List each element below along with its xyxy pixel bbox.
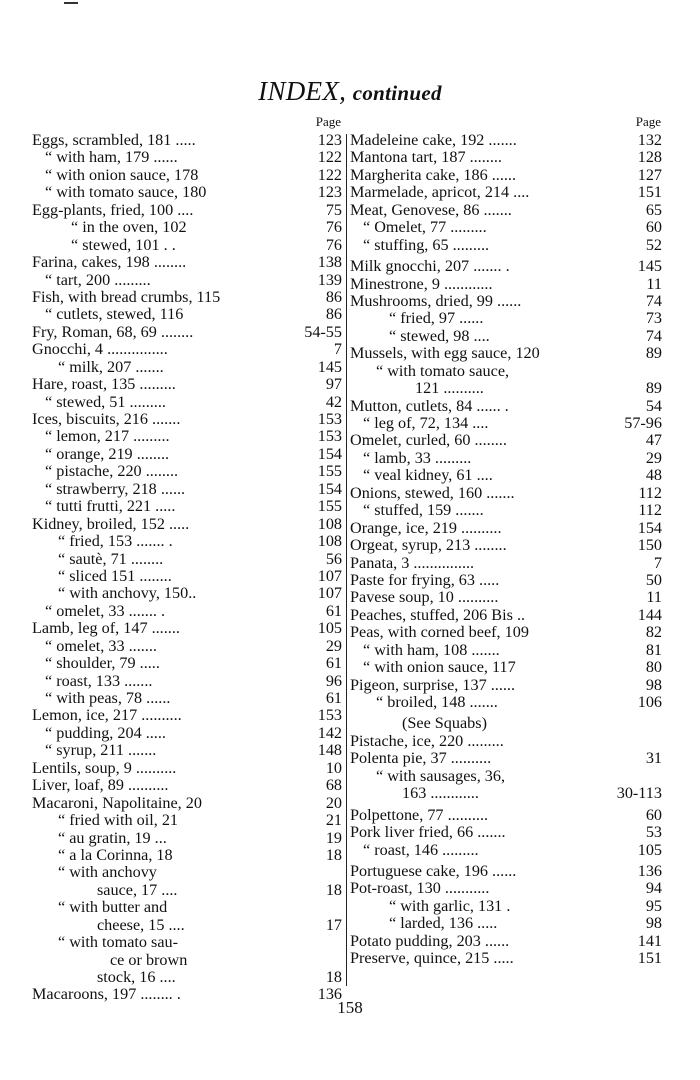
index-entry xyxy=(32,603,342,620)
index-entry xyxy=(32,673,342,690)
entry-text: Farina, cakes, 198 ........ xyxy=(32,253,187,272)
entry-text: Orange, ice, 219 .......... xyxy=(350,518,502,537)
entry-page: 10 xyxy=(325,758,342,777)
entry-text: “ tart, 200 ......... xyxy=(45,270,151,289)
entry-text: Fish, with bread crumbs, 115 xyxy=(32,287,221,306)
index-entry xyxy=(32,237,342,254)
entry-page: 20 xyxy=(325,793,342,812)
index-entry xyxy=(350,132,662,149)
index-entry xyxy=(350,467,662,484)
entry-text: “ pistache, 220 ........ xyxy=(45,462,179,481)
entry-text: Meat, Genovese, 86 ....... xyxy=(350,200,512,219)
entry-text: Madeleine cake, 192 ....... xyxy=(350,131,517,149)
entry-page: 52 xyxy=(645,235,662,254)
entry-text: “ cutlets, stewed, 116 xyxy=(45,305,184,324)
entry-page: 105 xyxy=(637,840,662,859)
entry-text: “ fried, 153 ....... . xyxy=(58,532,173,551)
index-entry xyxy=(350,642,662,659)
entry-page: 108 xyxy=(317,532,342,551)
index-entry xyxy=(350,345,662,362)
title-main: INDEX, xyxy=(258,76,347,106)
entry-text: stock, 16 .... xyxy=(97,968,176,986)
entry-page: 86 xyxy=(325,305,342,324)
index-entry xyxy=(32,219,342,236)
page-title xyxy=(0,76,700,107)
entry-page: 76 xyxy=(325,218,342,237)
entry-page: 136 xyxy=(317,985,342,1004)
index-entry xyxy=(350,237,662,254)
entry-text: “ orange, 219 ........ xyxy=(45,444,170,463)
index-entry xyxy=(350,750,662,767)
index-entry xyxy=(350,915,662,932)
index-entry xyxy=(350,537,662,554)
entry-text: “ with anchovy xyxy=(58,863,157,882)
entry-text: Kidney, broiled, 152 ..... xyxy=(32,514,190,533)
index-entry xyxy=(32,760,342,777)
index-entry xyxy=(32,568,342,585)
entry-text: “ leg of, 72, 134 .... xyxy=(363,414,489,432)
index-entry xyxy=(32,533,342,550)
entry-page: 97 xyxy=(325,375,342,394)
entry-page: 107 xyxy=(317,566,342,585)
index-entry xyxy=(32,463,342,480)
entry-page: 18 xyxy=(325,880,342,899)
index-entry xyxy=(350,202,662,219)
entry-text: Pavese soup, 10 .......... xyxy=(350,588,499,607)
index-entry xyxy=(350,694,662,711)
entry-text: “ fried with oil, 21 xyxy=(58,811,179,830)
entry-page: 112 xyxy=(638,501,662,520)
entry-text: Preserve, quince, 215 ..... xyxy=(350,949,514,968)
index-entry xyxy=(350,807,662,824)
entry-text: Potato pudding, 203 ...... xyxy=(350,931,510,950)
entry-text: “ roast, 133 ....... xyxy=(45,671,153,690)
entry-page: 136 xyxy=(637,861,662,880)
index-entry xyxy=(32,795,342,812)
entry-text: “ sautè, 71 ........ xyxy=(58,549,164,568)
entry-page: 145 xyxy=(637,257,662,276)
entry-text: “ fried, 97 ...... xyxy=(389,309,484,328)
entry-text: Onions, stewed, 160 ....... xyxy=(350,483,515,502)
index-column-right xyxy=(350,114,662,968)
index-entry xyxy=(32,551,342,568)
entry-text: “ stewed, 51 ......... xyxy=(45,392,166,411)
entry-text: “ stewed, 98 .... xyxy=(389,326,490,345)
entry-page: 86 xyxy=(325,287,342,306)
entry-text: Mushrooms, dried, 99 ...... xyxy=(350,291,522,310)
entry-page: 65 xyxy=(645,200,662,219)
entry-text: “ lemon, 217 ......... xyxy=(45,427,170,446)
entry-page: 127 xyxy=(637,165,662,184)
entry-page: 155 xyxy=(317,497,342,516)
entry-text: Lamb, leg of, 147 ....... xyxy=(32,619,180,638)
index-entry xyxy=(350,607,662,624)
entry-text: Macaroons, 197 ........ . xyxy=(32,985,181,1004)
entry-text: “ pudding, 204 ..... xyxy=(45,723,166,742)
index-entry xyxy=(32,516,342,533)
entry-text: “ with peas, 78 ...... xyxy=(45,689,171,707)
entry-page: 42 xyxy=(325,392,342,411)
entry-text: Peas, with corned beef, 109 xyxy=(350,623,529,642)
entry-text: Pork liver fried, 66 ....... xyxy=(350,823,506,842)
entry-page: 128 xyxy=(637,148,662,167)
index-entry xyxy=(32,812,342,829)
entry-page: 150 xyxy=(637,536,662,555)
entry-text: Milk gnocchi, 207 ....... . xyxy=(350,257,510,276)
entry-text: Macaroni, Napolitaine, 20 xyxy=(32,793,202,812)
entry-page: 75 xyxy=(325,200,342,219)
entry-page: 30-113 xyxy=(616,784,662,803)
entry-text: ce or brown xyxy=(110,950,188,969)
index-entry xyxy=(32,655,342,672)
entry-page: 151 xyxy=(637,949,662,968)
entry-text: “ milk, 207 ....... xyxy=(58,357,164,376)
entry-text: (See Squabs) xyxy=(402,714,487,733)
index-entry xyxy=(350,149,662,166)
index-entry xyxy=(32,830,342,847)
entry-page: 141 xyxy=(637,931,662,950)
entry-text: “ with ham, 179 ...... xyxy=(45,148,178,167)
page-number: 158 xyxy=(337,998,363,1017)
index-entry xyxy=(32,864,342,881)
entry-text: “ in the oven, 102 xyxy=(71,218,187,237)
entry-text: Marmelade, apricot, 214 .... xyxy=(350,183,530,202)
entry-text: Polenta pie, 37 .......... xyxy=(350,749,492,768)
entry-page: 82 xyxy=(645,623,662,642)
entry-text: “ with tomato sau- xyxy=(58,933,179,952)
index-entry xyxy=(32,481,342,498)
entry-text: “ omelet, 33 ....... . xyxy=(45,601,166,620)
entry-page: 54-55 xyxy=(304,322,342,341)
index-entry xyxy=(350,933,662,950)
entry-page: 61 xyxy=(325,601,342,620)
index-entry xyxy=(32,202,342,219)
index-entry xyxy=(32,394,342,411)
entry-page: 11 xyxy=(646,588,662,607)
entry-page: 122 xyxy=(317,148,342,167)
entry-page: 132 xyxy=(637,131,662,149)
entry-page: 81 xyxy=(645,640,662,659)
index-entry xyxy=(350,572,662,589)
entry-page: 142 xyxy=(317,723,342,742)
index-entry xyxy=(350,824,662,841)
entry-text: Lentils, soup, 9 .......... xyxy=(32,758,177,777)
index-entry xyxy=(32,167,342,184)
entry-page: 148 xyxy=(317,741,342,760)
index-entry xyxy=(350,950,662,967)
index-entry xyxy=(350,733,662,750)
entry-page: 19 xyxy=(325,828,342,847)
index-entry xyxy=(32,411,342,428)
entry-page: 107 xyxy=(317,584,342,603)
entry-page: 60 xyxy=(645,218,662,237)
index-entry xyxy=(350,520,662,537)
entry-page: 73 xyxy=(645,309,662,328)
entry-page: 98 xyxy=(645,914,662,933)
entry-page: 54 xyxy=(645,396,662,415)
entry-page: 48 xyxy=(645,466,662,485)
page-column-header: Page xyxy=(315,114,341,129)
entry-page: 21 xyxy=(325,811,342,830)
column-divider xyxy=(346,134,347,986)
index-entry xyxy=(350,450,662,467)
entry-page: 74 xyxy=(645,291,662,310)
entry-text: Pot-roast, 130 ........... xyxy=(350,879,490,898)
entry-text: Mutton, cutlets, 84 ...... . xyxy=(350,396,509,415)
entry-page: 68 xyxy=(325,776,342,795)
index-entry xyxy=(32,498,342,515)
index-entry xyxy=(350,432,662,449)
index-entry xyxy=(350,768,662,785)
entry-page: 89 xyxy=(645,344,662,363)
entry-page: 153 xyxy=(317,706,342,725)
index-entry xyxy=(32,638,342,655)
index-entry xyxy=(32,620,342,637)
index-entry xyxy=(32,149,342,166)
entry-page: 61 xyxy=(325,654,342,673)
entry-page: 95 xyxy=(645,896,662,915)
index-entry xyxy=(350,398,662,415)
entry-text: Pistache, ice, 220 ......... xyxy=(350,731,504,750)
index-entry xyxy=(32,306,342,323)
entry-text: Orgeat, syrup, 213 ........ xyxy=(350,536,507,555)
index-entry xyxy=(350,502,662,519)
entry-page: 138 xyxy=(317,253,342,272)
index-entry xyxy=(350,380,662,397)
entry-text: “ with anchovy, 150.. xyxy=(58,584,197,603)
index-entry xyxy=(350,842,662,859)
entry-page: 154 xyxy=(317,444,342,463)
entry-text: “ with garlic, 131 . xyxy=(389,896,511,915)
entry-page: 89 xyxy=(645,379,662,398)
index-entry xyxy=(350,624,662,641)
entry-text: Margherita cake, 186 ...... xyxy=(350,165,517,184)
index-entry xyxy=(32,969,342,986)
entry-page: 29 xyxy=(645,448,662,467)
index-entry xyxy=(350,485,662,502)
entry-text: 121 .......... xyxy=(415,379,484,398)
entry-text: “ with sausages, 36, xyxy=(376,766,506,785)
entry-text: “ sliced 151 ........ xyxy=(58,566,172,585)
entry-text: “ tutti frutti, 221 ..... xyxy=(45,497,176,516)
entry-page: 11 xyxy=(646,274,662,293)
index-entry xyxy=(350,328,662,345)
index-entry xyxy=(32,428,342,445)
index-entry xyxy=(32,359,342,376)
index-entry xyxy=(350,785,662,802)
index-entry xyxy=(350,310,662,327)
entry-page: 50 xyxy=(645,570,662,589)
index-entry xyxy=(32,934,342,951)
index-entry xyxy=(350,293,662,310)
index-entry xyxy=(32,917,342,934)
entry-text: Hare, roast, 135 ......... xyxy=(32,375,176,394)
entry-page: 154 xyxy=(637,518,662,537)
page-mark xyxy=(64,2,78,4)
entry-text: 163 ............ xyxy=(402,784,479,803)
index-entry xyxy=(32,899,342,916)
entry-text: Mantona tart, 187 ........ xyxy=(350,148,502,167)
index-entry xyxy=(32,725,342,742)
entry-page: 29 xyxy=(325,636,342,655)
entry-text: “ with ham, 108 ....... xyxy=(363,640,500,659)
entry-page: 18 xyxy=(325,968,342,986)
entry-page: 108 xyxy=(317,514,342,533)
entry-page: 122 xyxy=(317,165,342,184)
entry-text: Egg-plants, fried, 100 .... xyxy=(32,200,194,219)
entry-page: 60 xyxy=(645,805,662,824)
index-entry xyxy=(350,167,662,184)
title-continued: continued xyxy=(352,81,442,105)
index-entry xyxy=(350,715,662,732)
index-entry xyxy=(32,376,342,393)
entry-text: “ with onion sauce, 178 xyxy=(45,165,199,184)
entry-text: Peaches, stuffed, 206 Bis .. xyxy=(350,605,526,624)
index-entry xyxy=(32,341,342,358)
entry-text: “ au gratin, 19 ... xyxy=(58,828,167,847)
index-entry xyxy=(32,272,342,289)
entry-page: 74 xyxy=(645,326,662,345)
index-entry xyxy=(32,324,342,341)
entry-text: Lemon, ice, 217 .......... xyxy=(32,706,182,725)
entry-page: 145 xyxy=(317,357,342,376)
entry-text: “ strawberry, 218 ...... xyxy=(45,479,186,498)
entry-text: Gnocchi, 4 ............... xyxy=(32,340,168,359)
index-entry xyxy=(350,363,662,380)
entry-text: Panata, 3 ............... xyxy=(350,553,475,572)
entry-text: “ broiled, 148 ....... xyxy=(376,693,498,711)
entry-page: 31 xyxy=(645,749,662,768)
entry-text: Ices, biscuits, 216 ....... xyxy=(32,410,181,428)
index-entry xyxy=(350,276,662,293)
entry-page: 112 xyxy=(638,483,662,502)
index-entry xyxy=(350,898,662,915)
index-entry xyxy=(350,258,662,275)
entry-text: “ with butter and xyxy=(58,898,168,917)
index-entry xyxy=(32,690,342,707)
index-entry xyxy=(350,863,662,880)
entry-page: 7 xyxy=(653,553,662,572)
index-entry xyxy=(32,742,342,759)
entry-page: 18 xyxy=(325,845,342,864)
entry-text: Fry, Roman, 68, 69 ........ xyxy=(32,322,194,341)
entry-text: “ syrup, 211 ....... xyxy=(45,741,157,760)
entry-page: 105 xyxy=(317,619,342,638)
entry-page: 57-96 xyxy=(624,414,662,432)
entry-text: “ omelet, 33 ....... xyxy=(45,636,157,655)
entry-text: “ stewed, 101 . . xyxy=(71,235,176,254)
index-entry xyxy=(32,847,342,864)
entry-text: Minestrone, 9 ............ xyxy=(350,274,493,293)
entry-page: 106 xyxy=(637,693,662,711)
entry-text: “ stuffed, 159 ....... xyxy=(363,501,484,520)
index-entry xyxy=(350,219,662,236)
entry-text: “ Omelet, 77 ......... xyxy=(363,218,487,237)
entry-page: 153 xyxy=(317,410,342,428)
entry-page: 98 xyxy=(645,675,662,694)
entry-page: 7 xyxy=(333,340,342,359)
entry-page: 96 xyxy=(325,671,342,690)
entry-page: 94 xyxy=(645,879,662,898)
entry-text: “ with tomato sauce, 180 xyxy=(45,183,207,202)
page-column-header: Page xyxy=(635,114,661,129)
entry-page: 154 xyxy=(317,479,342,498)
index-entry xyxy=(350,184,662,201)
entry-text: “ stuffing, 65 ......... xyxy=(363,235,490,254)
index-entry xyxy=(350,555,662,572)
index-entry xyxy=(32,777,342,794)
entry-text: Pigeon, surprise, 137 ...... xyxy=(350,675,516,694)
index-entry xyxy=(32,952,342,969)
entry-text: “ a la Corinna, 18 xyxy=(58,845,173,864)
entry-page: 76 xyxy=(325,235,342,254)
entry-page: 80 xyxy=(645,658,662,677)
index-entry xyxy=(350,880,662,897)
index-entry xyxy=(350,677,662,694)
entry-page: 123 xyxy=(317,131,342,149)
index-entry xyxy=(350,415,662,432)
entry-text: Paste for frying, 63 ..... xyxy=(350,570,500,589)
index-entry xyxy=(32,132,342,149)
entry-text: “ roast, 146 ......... xyxy=(363,840,479,859)
index-entry xyxy=(32,585,342,602)
index-column-left xyxy=(32,114,342,1004)
index-entry xyxy=(350,659,662,676)
entry-page: 56 xyxy=(325,549,342,568)
entry-text: “ with tomato sauce, xyxy=(376,361,510,380)
entry-page: 151 xyxy=(637,183,662,202)
entry-page: 139 xyxy=(317,270,342,289)
index-entry xyxy=(32,184,342,201)
index-entry xyxy=(32,446,342,463)
entry-page: 47 xyxy=(645,431,662,450)
index-entry xyxy=(32,707,342,724)
entry-text: “ shoulder, 79 ..... xyxy=(45,654,160,673)
entry-text: sauce, 17 .... xyxy=(97,880,178,899)
entry-page: 155 xyxy=(317,462,342,481)
entry-text: Eggs, scrambled, 181 ..... xyxy=(32,131,196,149)
index-entry xyxy=(32,289,342,306)
index-entry xyxy=(350,589,662,606)
entry-text: “ lamb, 33 ......... xyxy=(363,448,472,467)
entry-text: Mussels, with egg sauce, 120 xyxy=(350,344,540,363)
entry-page: 153 xyxy=(317,427,342,446)
entry-text: Portuguese cake, 196 ...... xyxy=(350,861,517,880)
index-entry xyxy=(32,882,342,899)
entry-page: 17 xyxy=(325,915,342,934)
entry-text: “ veal kidney, 61 .... xyxy=(363,466,493,485)
entry-text: Liver, loaf, 89 .......... xyxy=(32,776,169,795)
entry-page: 144 xyxy=(637,605,662,624)
index-entry xyxy=(32,254,342,271)
entry-text: Omelet, curled, 60 ........ xyxy=(350,431,507,450)
entry-text: Polpettone, 77 .......... xyxy=(350,805,489,824)
entry-page: 53 xyxy=(645,823,662,842)
entry-text: “ with onion sauce, 117 xyxy=(363,658,516,677)
entry-page: 61 xyxy=(325,689,342,707)
entry-page: 123 xyxy=(317,183,342,202)
entry-text: “ larded, 136 ..... xyxy=(389,914,498,933)
entry-text: cheese, 15 .... xyxy=(97,915,185,934)
